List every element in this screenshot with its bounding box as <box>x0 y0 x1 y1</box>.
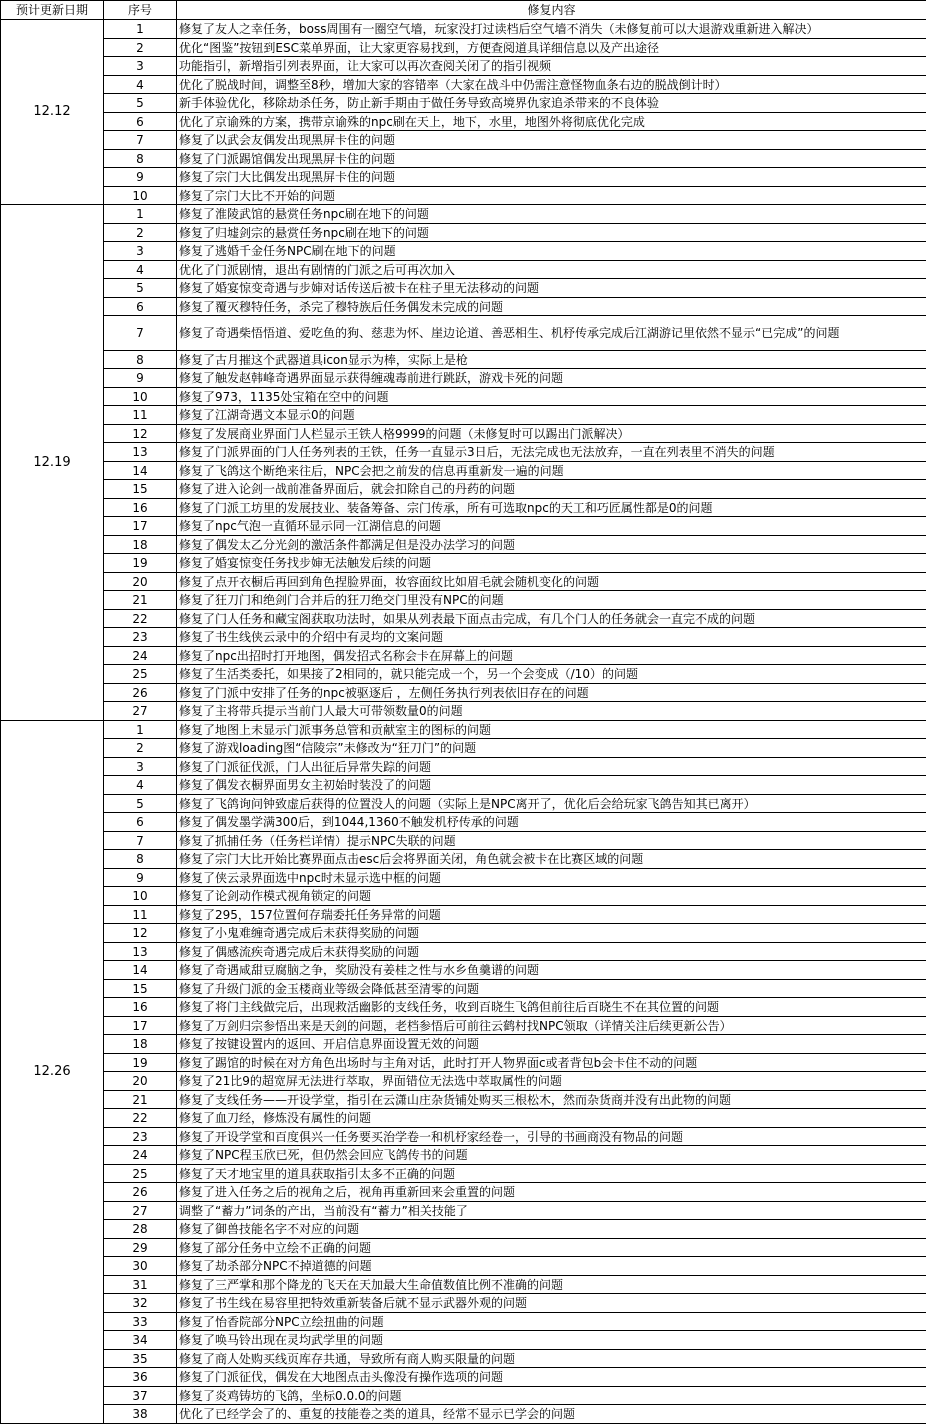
fix-content-cell: 修复了奇遇咸甜豆腐脑之争，奖励没有姜桂之性与水乡鱼羹谱的问题 <box>177 961 926 980</box>
table-row <box>1 279 926 298</box>
table-row <box>1 462 926 480</box>
fix-content-cell: 修复了973，1135处宝箱在空中的问题 <box>177 388 926 406</box>
table-row <box>1 924 926 943</box>
fix-content-cell: 修复了进入任务之后的视角之后，视角再重新回来会重置的问题 <box>177 1183 926 1202</box>
fix-content-cell: 修复了覆灭穆特任务，杀完了穆特族后任务偶发未完成的问题 <box>177 298 926 316</box>
table-row <box>1 406 926 425</box>
fix-content-cell: 修复了按键设置内的返回、开启信息界面设置无效的问题 <box>177 1035 926 1054</box>
row-number-cell: 2 <box>104 39 177 57</box>
table-row <box>1 480 926 499</box>
fix-content-cell: 修复了宗门大比不开始的问题 <box>177 187 926 205</box>
table-row <box>1 1017 926 1035</box>
fix-content-cell: 修复了血刀经，修炼没有属性的问题 <box>177 1109 926 1128</box>
table-row <box>1 684 926 702</box>
row-number-cell: 17 <box>104 1017 177 1035</box>
row-number-cell: 8 <box>104 351 177 369</box>
row-number-cell: 34 <box>104 1331 177 1350</box>
row-number-cell: 20 <box>104 1072 177 1091</box>
row-number-cell: 10 <box>104 388 177 406</box>
table-row <box>1 1331 926 1350</box>
table-row <box>1 1035 926 1054</box>
row-number-cell: 37 <box>104 1387 177 1405</box>
row-number-cell: 7 <box>104 131 177 150</box>
row-number-cell: 12 <box>104 425 177 443</box>
fix-content-cell: 修复了门人任务和藏宝阁获取功法时，如果从列表最下面点击完成，有几个门人的任务就会一直完不成的问题 <box>177 610 926 628</box>
table-row <box>1 776 926 795</box>
fix-content-cell: 修复了江湖奇遇文本显示0的问题 <box>177 406 926 425</box>
table-row <box>1 943 926 961</box>
row-number-cell: 10 <box>104 887 177 906</box>
fix-content-cell: 修复了偶发墨学满300后，到1044,1360不触发机杼传承的问题 <box>177 813 926 832</box>
fix-content-cell: 修复了触发赵韩峰奇遇界面显示获得缠魂毒前进行跳跃，游戏卡死的问题 <box>177 369 926 388</box>
row-number-cell: 3 <box>104 758 177 776</box>
table-row <box>1 499 926 517</box>
fix-content-cell: 优化了已经学会了的、重复的技能卷之类的道具，经常不显示已学会的问题 <box>177 1405 926 1424</box>
fix-content-cell: 修复了门派征伐，偶发在大地图点击头像没有操作选项的问题 <box>177 1368 926 1387</box>
row-number-cell: 18 <box>104 536 177 554</box>
fix-content-cell: 修复了进入论剑一战前准备界面后，就会扣除自己的丹药的问题 <box>177 480 926 499</box>
fix-content-cell: 修复了书生线在易容里把特效重新装备后就不显示武器外观的问题 <box>177 1294 926 1313</box>
table-row <box>1 443 926 462</box>
table-row <box>1 1368 926 1387</box>
table-row <box>1 1072 926 1091</box>
fix-content-cell: 修复了怡香院部分NPC立绘扭曲的问题 <box>177 1313 926 1331</box>
table-row <box>1 39 926 57</box>
row-number-cell: 14 <box>104 462 177 480</box>
fix-content-cell: 修复了门派踢馆偶发出现黑屏卡住的问题 <box>177 150 926 168</box>
row-number-cell: 9 <box>104 369 177 388</box>
fix-content-cell: 修复了npc气泡一直循环显示同一江湖信息的问题 <box>177 517 926 536</box>
row-number-cell: 5 <box>104 279 177 298</box>
fix-content-cell: 优化了脱战时间，调整至8秒，增加大家的容错率（大家在战斗中仍需注意怪物血条右边的脱战倒计时） <box>177 76 926 94</box>
row-number-cell: 16 <box>104 998 177 1017</box>
fix-content-cell: 修复了门派界面的门人任务列表的王铁，任务一直显示3日后，无法完成也无法放弃，一直在列表里不消失的问题 <box>177 443 926 462</box>
table-row <box>1 205 926 224</box>
table-row <box>1 1165 926 1183</box>
table-row <box>1 113 926 131</box>
fix-content-cell: 修复了发展商业界面门人栏显示王铁人格9999的问题（未修复时可以踢出门派解决） <box>177 425 926 443</box>
fix-content-cell: 修复了小鬼难缠奇遇完成后未获得奖励的问题 <box>177 924 926 943</box>
table-row <box>1 425 926 443</box>
fix-content-cell: 修复了抓捕任务（任务栏详情）提示NPC失联的问题 <box>177 832 926 850</box>
table-row <box>1 1313 926 1331</box>
fix-content-cell: 功能指引，新增指引列表界面，让大家可以再次查阅关闭了的指引视频 <box>177 57 926 76</box>
row-number-cell: 14 <box>104 961 177 980</box>
fix-content-cell: 修复了古月摧这个武器道具icon显示为棒，实际上是枪 <box>177 351 926 369</box>
fix-content-cell: 优化“图鉴”按钮到ESC菜单界面，让大家更容易找到，方便查阅道具详细信息以及产出途径 <box>177 39 926 57</box>
fix-content-cell: 修复了侠云录界面选中npc时未显示选中框的问题 <box>177 869 926 887</box>
fix-content-cell: 修复了21比9的超宽屏无法进行萃取，界面错位无法选中萃取属性的问题 <box>177 1072 926 1091</box>
table-body <box>1 20 926 1424</box>
fix-content-cell: 修复了劫杀部分NPC不掉道德的问题 <box>177 1257 926 1276</box>
table-row <box>1 702 926 721</box>
row-number-cell: 5 <box>104 94 177 113</box>
table-row <box>1 739 926 758</box>
table-row <box>1 1202 926 1220</box>
row-number-cell: 30 <box>104 1257 177 1276</box>
table-row <box>1 517 926 536</box>
row-number-cell: 10 <box>104 187 177 205</box>
fix-content-cell: 修复了以武会友偶发出现黑屏卡住的问题 <box>177 131 926 150</box>
row-number-cell: 11 <box>104 906 177 924</box>
table-row <box>1 1109 926 1128</box>
table-row <box>1 1091 926 1109</box>
row-number-cell: 16 <box>104 499 177 517</box>
row-number-cell: 3 <box>104 57 177 76</box>
row-number-cell: 33 <box>104 1313 177 1331</box>
fix-content-cell: 修复了295，157位置何存瑞委托任务异常的问题 <box>177 906 926 924</box>
table-row <box>1 850 926 869</box>
fix-content-cell: 修复了飞鸽询问钟致虚后获得的位置没人的问题（实际上是NPC离开了，优化后会给玩家飞鸽告知其已离开） <box>177 795 926 813</box>
table-row <box>1 150 926 168</box>
fix-content-cell: 修复了商人处购买线页库存共通，导致所有商人购买限量的问题 <box>177 1350 926 1368</box>
table-row <box>1 1276 926 1294</box>
fix-content-cell: 修复了游戏loading图“信陵宗”未修改为“狂刀门”的问题 <box>177 739 926 758</box>
table-row <box>1 351 926 369</box>
row-number-cell: 25 <box>104 665 177 684</box>
fix-content-cell: 修复了宗门大比开始比赛界面点击esc后会将界面关闭，角色就会被卡在比赛区域的问题 <box>177 850 926 869</box>
row-number-cell: 7 <box>104 316 177 351</box>
row-number-cell: 15 <box>104 980 177 998</box>
table-row <box>1 1387 926 1405</box>
fix-content-cell: 调整了“蓄力”词条的产出，当前没有“蓄力”相关技能了 <box>177 1202 926 1220</box>
row-number-cell: 32 <box>104 1294 177 1313</box>
row-number-cell: 21 <box>104 591 177 610</box>
row-number-cell: 24 <box>104 647 177 665</box>
row-number-cell: 11 <box>104 406 177 425</box>
fix-content-cell: 修复了归墟剑宗的悬赏任务npc刷在地下的问题 <box>177 224 926 242</box>
table-row <box>1 1183 926 1202</box>
row-number-cell: 26 <box>104 1183 177 1202</box>
row-number-cell: 6 <box>104 113 177 131</box>
fix-content-cell: 修复了偶感流疾奇遇完成后未获得奖励的问题 <box>177 943 926 961</box>
row-number-cell: 23 <box>104 1128 177 1146</box>
table-row <box>1 298 926 316</box>
row-number-cell: 4 <box>104 76 177 94</box>
table-row <box>1 131 926 150</box>
fix-content-cell: 修复了奇遇柴悟悟道、爱吃鱼的狗、慈悲为怀、崖边论道、善恶相生、机杼传承完成后江湖游记里依然不显示“已完成”的问题 <box>177 316 926 351</box>
row-number-cell: 27 <box>104 1202 177 1220</box>
row-number-cell: 9 <box>104 168 177 187</box>
fix-content-cell: 修复了淮陵武馆的悬赏任务npc刷在地下的问题 <box>177 205 926 224</box>
table-row <box>1 887 926 906</box>
fix-content-cell: 修复了npc出招时打开地图，偶发招式名称会卡在屏幕上的问题 <box>177 647 926 665</box>
row-number-cell: 19 <box>104 1054 177 1072</box>
fix-content-cell: 修复了门派中安排了任务的npc被驱逐后 ，左侧任务执行列表依旧存在的问题 <box>177 684 926 702</box>
row-number-cell: 7 <box>104 832 177 850</box>
table-row <box>1 1257 926 1276</box>
row-number-cell: 9 <box>104 869 177 887</box>
row-number-cell: 18 <box>104 1035 177 1054</box>
row-number-cell: 13 <box>104 943 177 961</box>
update-date-cell: 12.19 <box>1 205 104 721</box>
row-number-cell: 3 <box>104 242 177 261</box>
row-number-cell: 6 <box>104 298 177 316</box>
update-date-cell: 12.12 <box>1 20 104 205</box>
fix-content-cell: 修复了炎鸡铸坊的飞鸽，坐标0.0.0的问题 <box>177 1387 926 1405</box>
fix-content-cell: 修复了逃婚千金任务NPC刷在地下的问题 <box>177 242 926 261</box>
fix-content-cell: 修复了开设学堂和百度俱兴一任务要买治学卷一和机杼家经卷一，引导的书画商没有物品的问题 <box>177 1128 926 1146</box>
fix-content-cell: 修复了偶发衣橱界面男女主初始时装没了的问题 <box>177 776 926 795</box>
table-row <box>1 610 926 628</box>
fix-content-cell: 修复了升级门派的金玉楼商业等级会降低甚至清零的问题 <box>177 980 926 998</box>
table-row <box>1 813 926 832</box>
fix-content-cell: 修复了婚宴惊变任务找步婶无法触发后续的问题 <box>177 554 926 573</box>
table-row <box>1 224 926 242</box>
row-number-cell: 21 <box>104 1091 177 1109</box>
row-number-cell: 27 <box>104 702 177 721</box>
table-row <box>1 388 926 406</box>
table-row <box>1 57 926 76</box>
table-row <box>1 242 926 261</box>
fix-content-cell: 修复了婚宴惊变奇遇与步婶对话传送后被卡在柱子里无法移动的问题 <box>177 279 926 298</box>
table-row <box>1 573 926 591</box>
fix-content-cell: 修复了地图上未显示门派事务总管和贡献室主的图标的问题 <box>177 721 926 739</box>
table-row <box>1 665 926 684</box>
table-row <box>1 168 926 187</box>
table-row <box>1 1294 926 1313</box>
fix-content-cell: 修复了点开衣橱后再回到角色捏脸界面，妆容面纹比如眉毛就会随机变化的问题 <box>177 573 926 591</box>
row-number-cell: 25 <box>104 1165 177 1183</box>
fix-content-cell: 修复了门派工坊里的发展技业、装备筹备、宗门传承，所有可选取npc的天工和巧匠属性都是0的问题 <box>177 499 926 517</box>
table-row <box>1 536 926 554</box>
table-row <box>1 554 926 573</box>
fix-content-cell: 修复了万剑归宗参悟出来是天剑的问题，老档参悟后可前往云鹤村找NPC领取（详情关注后续更新公告） <box>177 1017 926 1035</box>
table-row <box>1 1239 926 1257</box>
table-row <box>1 980 926 998</box>
table-row <box>1 647 926 665</box>
row-number-cell: 20 <box>104 573 177 591</box>
fix-content-cell: 优化了门派剧情，退出有剧情的门派之后可再次加入 <box>177 261 926 279</box>
fix-content-cell: 新手体验优化，移除劫杀任务，防止新手期由于做任务导致高境界仇家追杀带来的不良体验 <box>177 94 926 113</box>
row-number-cell: 17 <box>104 517 177 536</box>
table-row <box>1 316 926 351</box>
table-row <box>1 758 926 776</box>
row-number-cell: 1 <box>104 721 177 739</box>
fix-content-cell: 修复了飞鸽这个断绝来往后，NPC会把之前发的信息再重新发一遍的问题 <box>177 462 926 480</box>
row-number-cell: 22 <box>104 610 177 628</box>
table-row <box>1 20 926 39</box>
header-number: 序号 <box>104 1 177 20</box>
fix-content-cell: 修复了友人之幸任务，boss周围有一圈空气墙，玩家没打过读档后空气墙不消失（未修复前可以大退游戏重新进入解决） <box>177 20 926 39</box>
table-row <box>1 1220 926 1239</box>
table-row <box>1 832 926 850</box>
table-row <box>1 721 926 739</box>
row-number-cell: 4 <box>104 261 177 279</box>
row-number-cell: 28 <box>104 1220 177 1239</box>
row-number-cell: 19 <box>104 554 177 573</box>
fix-content-cell: 修复了偶发太乙分光剑的激活条件都满足但是没办法学习的问题 <box>177 536 926 554</box>
row-number-cell: 2 <box>104 224 177 242</box>
fix-content-cell: 修复了主将带兵提示当前门人最大可带领数量0的问题 <box>177 702 926 721</box>
row-number-cell: 29 <box>104 1239 177 1257</box>
fix-content-cell: 修复了宗门大比偶发出现黑屏卡住的问题 <box>177 168 926 187</box>
row-number-cell: 1 <box>104 20 177 39</box>
table-row <box>1 906 926 924</box>
fix-content-cell: 修复了书生线侠云录中的介绍中有灵均的文案问题 <box>177 628 926 647</box>
header-content: 修复内容 <box>177 1 926 20</box>
row-number-cell: 12 <box>104 924 177 943</box>
table-row <box>1 628 926 647</box>
fix-content-cell: 优化了京谕殊的方案，携带京谕殊的npc刷在天上，地下，水里，地图外将彻底优化完成 <box>177 113 926 131</box>
fix-content-cell: 修复了支线任务——开设学堂，指引在云潇山庄杂货铺处购买三根松木，然而杂货商并没有出此物的问题 <box>177 1091 926 1109</box>
fix-content-cell: 修复了NPC程玉欣已死，但仍然会回应飞鸽传书的问题 <box>177 1146 926 1165</box>
fix-content-cell: 修复了三严掌和那个降龙的飞天在天加最大生命值数值比例不准确的问题 <box>177 1276 926 1294</box>
table-row <box>1 795 926 813</box>
fix-content-cell: 修复了狂刀门和绝剑门合并后的狂刀绝交门里没有NPC的问题 <box>177 591 926 610</box>
row-number-cell: 5 <box>104 795 177 813</box>
row-number-cell: 22 <box>104 1109 177 1128</box>
table-row <box>1 1350 926 1368</box>
table-row <box>1 1054 926 1072</box>
table-row <box>1 94 926 113</box>
fix-content-cell: 修复了部分任务中立绘不正确的问题 <box>177 1239 926 1257</box>
update-date-cell: 12.26 <box>1 721 104 1424</box>
header-date: 预计更新日期 <box>1 1 104 20</box>
header-row <box>1 1 926 20</box>
row-number-cell: 15 <box>104 480 177 499</box>
table-row <box>1 1405 926 1424</box>
row-number-cell: 38 <box>104 1405 177 1424</box>
row-number-cell: 1 <box>104 205 177 224</box>
row-number-cell: 4 <box>104 776 177 795</box>
fix-content-cell: 修复了踢馆的时候在对方角色出场时与主角对话，此时打开人物界面c或者背包b会卡住不动的问题 <box>177 1054 926 1072</box>
fix-content-cell: 修复了天才地宝里的道具获取指引太多不正确的问题 <box>177 1165 926 1183</box>
table-row <box>1 961 926 980</box>
row-number-cell: 8 <box>104 850 177 869</box>
fix-content-cell: 修复了论剑动作模式视角锁定的问题 <box>177 887 926 906</box>
table-row <box>1 76 926 94</box>
table-row <box>1 591 926 610</box>
row-number-cell: 26 <box>104 684 177 702</box>
table-row <box>1 261 926 279</box>
fix-content-cell: 修复了生活类委托，如果接了2相同的，就只能完成一个，另一个会变成（/10）的问题 <box>177 665 926 684</box>
fix-content-cell: 修复了唤马铃出现在灵均武学里的问题 <box>177 1331 926 1350</box>
table-row <box>1 1128 926 1146</box>
row-number-cell: 13 <box>104 443 177 462</box>
row-number-cell: 2 <box>104 739 177 758</box>
table-row <box>1 187 926 205</box>
fix-content-cell: 修复了将门主线做完后，出现救活幽影的支线任务，收到百晓生飞鸽但前往后百晓生不在其位置的问题 <box>177 998 926 1017</box>
table-row <box>1 369 926 388</box>
row-number-cell: 8 <box>104 150 177 168</box>
row-number-cell: 35 <box>104 1350 177 1368</box>
fix-content-cell: 修复了御兽技能名字不对应的问题 <box>177 1220 926 1239</box>
row-number-cell: 31 <box>104 1276 177 1294</box>
row-number-cell: 24 <box>104 1146 177 1165</box>
row-number-cell: 36 <box>104 1368 177 1387</box>
table-row <box>1 998 926 1017</box>
table-row <box>1 869 926 887</box>
row-number-cell: 6 <box>104 813 177 832</box>
row-number-cell: 23 <box>104 628 177 647</box>
fix-content-cell: 修复了门派征伐派，门人出征后异常失踪的问题 <box>177 758 926 776</box>
table-row <box>1 1146 926 1165</box>
